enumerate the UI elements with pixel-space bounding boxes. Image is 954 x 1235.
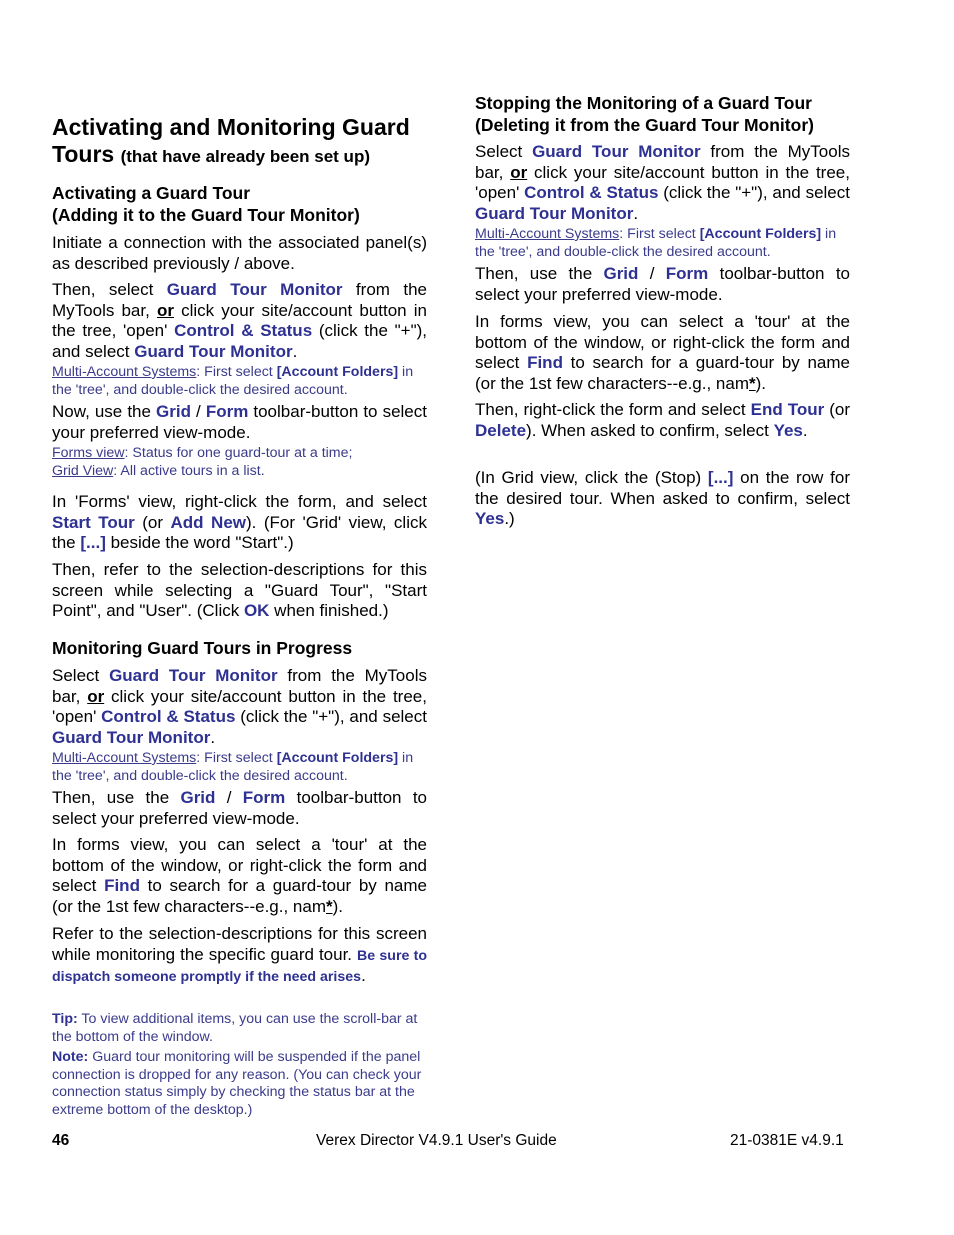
doc-number: 21-0381E v4.9.1 — [730, 1132, 844, 1149]
paragraph: Select Guard Tour Monitor from the MyTools bar, or click your site/account button in the tree, 'open' Control & Status (click the "+"), and select Guard Tour Monitor. — [475, 142, 850, 224]
note: Note: Guard tour monitoring will be suspended if the panel connection is dropped for any reason. (You can check your connection status simply by checking the status bar at the extreme bottom of the desktop.) — [52, 1049, 422, 1118]
forms-view-link[interactable]: Forms view — [52, 445, 125, 461]
paragraph: Now, use the Grid / Form toolbar-button to select your preferred view-mode. — [52, 402, 427, 442]
grid-view-link[interactable]: Grid View — [52, 462, 114, 479]
paragraph: Initiate a connection with the associated panel(s) as described previously / above. — [52, 233, 427, 273]
paragraph: Then, use the Grid / Form toolbar-button to select your preferred view-mode. — [475, 264, 850, 304]
paragraph: Select Guard Tour Monitor from the MyTools bar, or click your site/account button in the tree, 'open' Control & Status (click the "+"), and select Guard Tour Monitor. — [52, 666, 427, 748]
section-heading-stopping: Stopping the Monitoring of a Guard Tour (Deleting it from the Guard Tour Monitor) — [475, 93, 814, 135]
paragraph: Then, refer to the selection-descriptions for this screen while selecting a "Guard Tour", "Start Point", and "User". (Click OK when finished.) — [52, 560, 427, 621]
paragraph: (In Grid view, click the (Stop) [...] on the row for the desired tour. When asked to confirm, select Yes.) — [475, 468, 850, 529]
multi-account-note: Multi-Account Systems: First select [Account Folders] in the 'tree', and double-click the desired account. — [52, 750, 414, 784]
page-title: Activating and Monitoring Guard Tours (that have already been set up) — [52, 114, 410, 167]
paragraph: Refer to the selection-descriptions for this screen while monitoring the specific guard tour. Be sure to dispatch someone promptly if the need arises. — [52, 924, 427, 986]
view-mode-note: Forms view: Status for one guard-tour at a time; Grid View: All active tours in a list. — [52, 445, 353, 479]
paragraph: In 'Forms' view, right-click the form, and select Start Tour (or Add New). (For 'Grid' view, click the [...] beside the word "Start".) — [52, 492, 427, 553]
paragraph: In forms view, you can select a 'tour' at the bottom of the window, or right-click the form and select Find to search for a guard-tour by name (or the 1st few characters--e.g., nam*). — [52, 835, 427, 917]
paragraph: Then, select Guard Tour Monitor from the MyTools bar, or click your site/account button in the tree, 'open' Control & Status (click the "+"), and select Guard Tour Monitor. — [52, 280, 427, 362]
multi-account-note: Multi-Account Systems: First select [Account Folders] in the 'tree', and double-click the desired account. — [52, 364, 414, 398]
multi-account-link[interactable]: Multi-Account Systems — [52, 364, 197, 380]
section-heading-monitoring: Monitoring Guard Tours in Progress — [52, 638, 353, 658]
paragraph: Then, right-click the form and select End Tour (or Delete). When asked to confirm, select Yes. — [475, 400, 850, 440]
multi-account-link[interactable]: Multi-Account Systems — [52, 750, 197, 766]
guide-title: Verex Director V4.9.1 User's Guide — [316, 1132, 557, 1149]
multi-account-note: Multi-Account Systems: First select [Account Folders] in the 'tree', and double-click the desired account. — [475, 226, 837, 260]
multi-account-link[interactable]: Multi-Account Systems — [475, 226, 620, 242]
paragraph: Then, use the Grid / Form toolbar-button to select your preferred view-mode. — [52, 788, 427, 828]
page-number: 46 — [52, 1132, 70, 1149]
section-heading-activating: Activating a Guard Tour (Adding it to the Guard Tour Monitor) — [52, 183, 360, 225]
paragraph: In forms view, you can select a 'tour' at the bottom of the window, or right-click the form and select Find to search for a guard-tour by name (or the 1st few characters--e.g., nam*). — [475, 312, 850, 394]
tip-note: Tip: To view additional items, you can use the scroll-bar at the bottom of the window. — [52, 1011, 418, 1045]
